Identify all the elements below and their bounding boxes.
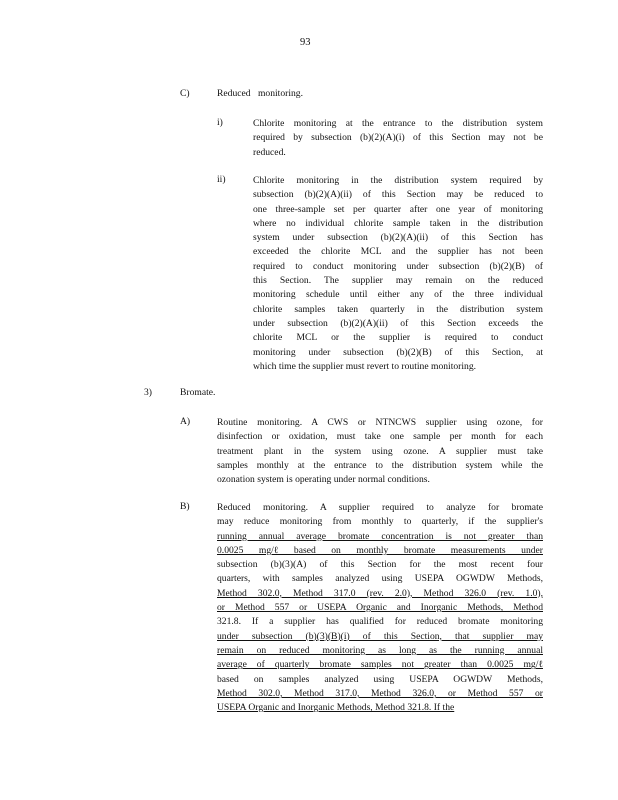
- item-cii-label: ii): [217, 174, 226, 185]
- text-line: reduced.: [253, 146, 286, 158]
- text-line: disinfection or oxidation, must take one sample per month for each: [217, 431, 543, 443]
- text-line: may reduce monitoring from monthly to quarterly, if the supplier's: [217, 516, 543, 528]
- text-line: required by subsection (b)(2)(A)(i) of this Section may not be: [253, 132, 543, 144]
- text-line: running annual average bromate concentration is not greater than: [217, 530, 543, 542]
- text-line: 0.0025 mg/ℓ based on monthly bromate measurements under: [217, 544, 543, 556]
- item-b-label: B): [180, 501, 190, 512]
- item-a-text: [217, 416, 543, 487]
- text-line: chlorite MCL or the supplier is required to conduct: [253, 332, 543, 344]
- text-line: average of quarterly bromate samples not greater than 0.0025 mg/ℓ: [217, 659, 543, 671]
- item-b-text: [217, 501, 543, 715]
- text-line: under subsection (b)(2)(A)(ii) of this Section exceeds the: [253, 317, 543, 329]
- text-line: under subsection (b)(3)(B)(i) of this Section, that supplier may: [217, 630, 543, 642]
- text-line: which time the supplier must revert to routine monitoring.: [253, 360, 477, 372]
- text-line: USEPA Organic and Inorganic Methods, Method 321.8. If the: [217, 702, 455, 714]
- text-line: 321.8. If a supplier has qualified for reduced bromate monitoring: [217, 616, 543, 628]
- item-cii-text: [253, 174, 543, 374]
- item-c-label: C): [180, 88, 190, 99]
- text-line: exceeded the chlorite MCL and the supplier has not been: [253, 246, 543, 258]
- text-line: or Method 557 or USEPA Organic and Inorganic Methods, Method: [217, 602, 543, 614]
- text-line: treatment plant in the system using ozone. A supplier must take: [217, 445, 543, 457]
- item-ci-text: [253, 117, 543, 160]
- text-line: Method 302.0, Method 317.0, Method 326.0, or Method 557 or: [217, 687, 543, 699]
- text-line: one three-sample set per quarter after one year of monitoring: [253, 203, 543, 215]
- item-c-title: Reduced monitoring.: [217, 88, 303, 99]
- text-line: system under subsection (b)(2)(A)(ii) of this Section has: [253, 232, 543, 244]
- text-line: chlorite samples taken quarterly in the distribution system: [253, 303, 543, 315]
- text-line: Chlorite monitoring at the entrance to the distribution system: [253, 118, 543, 129]
- page-number: 93: [300, 37, 311, 48]
- text-line: subsection (b)(2)(A)(ii) of this Section may be reduced to: [253, 189, 543, 201]
- text-line: monitoring under subsection (b)(2)(B) of this Section, at: [253, 346, 543, 358]
- text-line: Method 302.0, Method 317.0 (rev. 2.0), Method 326.0 (rev. 1.0),: [217, 587, 543, 599]
- text-line: Reduced monitoring. A supplier required to analyze for bromate: [217, 502, 543, 513]
- text-line: monitoring schedule until either any of the three individual: [253, 289, 543, 301]
- text-line: this Section. The supplier may remain on the reduced: [253, 275, 543, 287]
- item-a-label: A): [180, 416, 191, 427]
- text-line: based on samples analyzed using USEPA OGWDW Methods,: [217, 673, 543, 685]
- text-line: quarters, with samples analyzed using USEPA OGWDW Methods,: [217, 573, 543, 585]
- text-line: where no individual chlorite sample taken in the distribution: [253, 217, 543, 229]
- text-line: ozonation system is operating under normal conditions.: [217, 474, 430, 486]
- text-line: remain on reduced monitoring as long as the running annual: [217, 644, 543, 656]
- text-line: subsection (b)(3)(A) of this Section for the most recent four: [217, 559, 543, 571]
- text-line: samples monthly at the entrance to the distribution system while the: [217, 459, 543, 471]
- section-3-title: Bromate.: [180, 387, 216, 398]
- text-line: Chlorite monitoring in the distribution system required by: [253, 175, 543, 186]
- section-3-label: 3): [144, 387, 152, 398]
- item-ci-label: i): [217, 117, 223, 128]
- text-line: Routine monitoring. A CWS or NTNCWS supplier using ozone, for: [217, 417, 543, 428]
- text-line: required to conduct monitoring under subsection (b)(2)(B) of: [253, 260, 543, 272]
